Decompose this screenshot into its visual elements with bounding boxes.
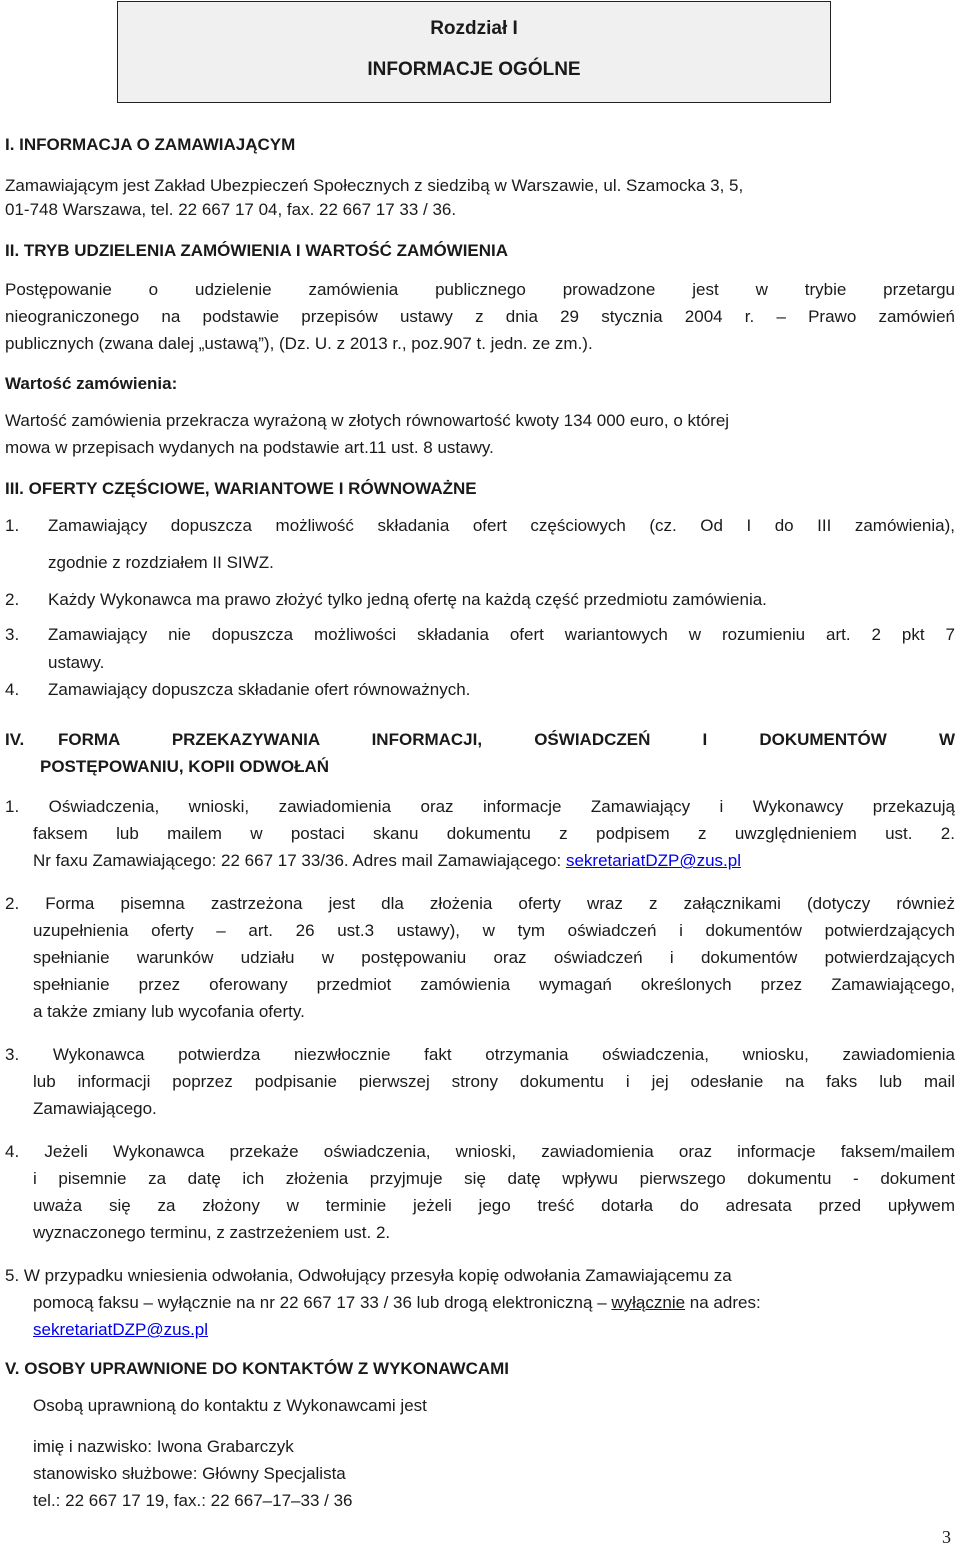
section-4-title-line-1: FORMA PRZEKAZYWANIA INFORMACJI, OŚWIADCZEŃ I DOKUMENTÓW W xyxy=(58,730,955,749)
par-5-line-2-pre: pomocą faksu – wyłącznie na nr 22 667 17 33 / 36 lub drogą elektroniczną – xyxy=(33,1293,612,1312)
value-text-line-1: Wartość zamówienia przekracza wyrażoną w złotych równowartość kwoty 134 000 euro, o której xyxy=(5,411,730,430)
par-1-line-3 xyxy=(33,850,741,872)
section-5-title: V. OSOBY UPRAWNIONE DO KONTAKTÓW Z WYKONAWCAMI xyxy=(5,1359,510,1378)
value-title: Wartość zamówienia: xyxy=(5,374,178,393)
section-3-title: III. OFERTY CZĘŚCIOWE, WARIANTOWE I RÓWNOWAŻNE xyxy=(5,479,477,498)
par-2-line-1: 2. Forma pisemna zastrzeżona jest dla złożenia oferty wraz z załącznikami (dotyczy również xyxy=(5,894,955,913)
section-4-number: IV. xyxy=(5,730,25,749)
section-1-text-line-2: 01-748 Warszawa, tel. 22 667 17 04, fax. 22 667 17 33 / 36. xyxy=(5,200,457,219)
page-number: 3 xyxy=(942,1527,951,1547)
par-5-line-1: 5. W przypadku wniesienia odwołania, Odwołujący przesyła kopię odwołania Zamawiającemu za xyxy=(5,1266,732,1285)
item-4-text: Zamawiający dopuszcza składanie ofert równoważnych. xyxy=(48,680,471,699)
chapter-header-box xyxy=(117,1,831,103)
chapter-title: Rozdział I xyxy=(430,18,518,39)
par-2-line-3: spełnianie warunków udziału w postępowaniu oraz oświadczeń i dokumentów potwierdzających xyxy=(33,948,955,967)
section-2-text-line-3: publicznych (zwana dalej „ustawą”), (Dz. U. z 2013 r., poz.907 t. jedn. ze zm.). xyxy=(5,334,593,353)
section-2-title: II. TRYB UDZIELENIA ZAMÓWIENIA I WARTOŚĆ ZAMÓWIENIA xyxy=(5,241,509,260)
chapter-subtitle: INFORMACJE OGÓLNE xyxy=(367,59,581,80)
item-number-4: 4. xyxy=(5,680,20,699)
par-1-line-1: 1. Oświadczenia, wnioski, zawiadomienia oraz informacje Zamawiający i Wykonawcy przekazują xyxy=(5,797,955,816)
section-2-text-line-1: Postępowanie o udzielenie zamówienia publicznego prowadzone jest w trybie przetargu xyxy=(5,280,955,299)
email-link-2[interactable]: sekretariatDZP@zus.pl xyxy=(33,1320,209,1339)
contact-position: stanowisko służbowe: Główny Specjalista xyxy=(33,1464,346,1483)
value-text-line-2: mowa w przepisach wydanych na podstawie art.11 ust. 8 ustawy. xyxy=(5,438,494,457)
par-4-line-3: uważa się za złożony w terminie jeżeli jego treść dotarła do adresata przed upływem xyxy=(33,1196,955,1215)
section-1-title: I. INFORMACJA O ZAMAWIAJĄCYM xyxy=(5,135,296,154)
par-5-line-2 xyxy=(33,1292,761,1314)
item-3-line-1: Zamawiający nie dopuszcza możliwości składania ofert wariantowych w rozumieniu art. 2 pkt 7 xyxy=(48,625,955,644)
par-4-line-1: 4. Jeżeli Wykonawca przekaże oświadczenia, wnioski, zawiadomienia oraz informacje faksem/mailem xyxy=(5,1142,955,1161)
email-link[interactable]: sekretariatDZP@zus.pl xyxy=(565,851,741,870)
contact-intro: Osobą uprawnioną do kontaktu z Wykonawcami jest xyxy=(33,1396,427,1415)
par-1-line-3-text: Nr faxu Zamawiającego: 22 667 17 33/36. Adres mail Zamawiającego: xyxy=(33,851,566,870)
par-5-line-2-post: na adres: xyxy=(685,1293,761,1312)
section-2-text-line-2: nieograniczonego na podstawie przepisów ustawy z dnia 29 stycznia 2004 r. – Prawo zamówień xyxy=(5,307,955,326)
par-2-line-4: spełnianie przez oferowany przedmiot zamówienia wymagań określonych przez Zamawiającego, xyxy=(33,975,955,994)
par-3-line-1: 3. Wykonawca potwierdza niezwłocznie fakt otrzymania oświadczenia, wniosku, zawiadomienia xyxy=(5,1045,955,1064)
section-1-text-line-1: Zamawiającym jest Zakład Ubezpieczeń Społecznych z siedzibą w Warszawie, ul. Szamocka 3, 5, xyxy=(5,176,744,195)
par-2-line-5: a także zmiany lub wycofania oferty. xyxy=(33,1002,305,1021)
item-number-2: 2. xyxy=(5,590,20,609)
item-2-text: Każdy Wykonawca ma prawo złożyć tylko jedną ofertę na każdą część przedmiotu zamówienia. xyxy=(48,590,767,609)
item-number-1: 1. xyxy=(5,516,20,535)
par-4-line-4: wyznaczonego terminu, z zastrzeżeniem ust. 2. xyxy=(33,1223,391,1242)
section-4-title-line-2: POSTĘPOWANIU, KOPII ODWOŁAŃ xyxy=(40,757,330,776)
item-number-3: 3. xyxy=(5,625,20,644)
par-1-line-2: faksem lub mailem w postaci skanu dokumentu z podpisem z uwzględnieniem ust. 2. xyxy=(33,824,955,843)
par-4-line-2: i pisemnie za datę ich złożenia przyjmuje się datę wpływu pierwszego dokumentu - dokument xyxy=(33,1169,955,1188)
contact-name: imię i nazwisko: Iwona Grabarczyk xyxy=(33,1437,294,1456)
contact-phone: tel.: 22 667 17 19, fax.: 22 667–17–33 / 36 xyxy=(33,1491,353,1510)
par-5-underlined-word: wyłącznie xyxy=(611,1293,686,1312)
item-1-line-2: zgodnie z rozdziałem II SIWZ. xyxy=(48,553,274,572)
item-3-line-2: ustawy. xyxy=(48,653,105,672)
item-1-line-1: Zamawiający dopuszcza możliwość składania ofert częściowych (cz. Od I do III zamówienia), xyxy=(48,516,955,535)
par-3-line-3: Zamawiającego. xyxy=(33,1099,157,1118)
par-3-line-2: lub informacji poprzez podpisanie pierwszej strony dokumentu i jej odesłanie na faks lub mail xyxy=(33,1072,955,1091)
par-2-line-2: uzupełnienia oferty – art. 26 ust.3 ustawy), w tym oświadczeń i dokumentów potwierdzających xyxy=(33,921,955,940)
